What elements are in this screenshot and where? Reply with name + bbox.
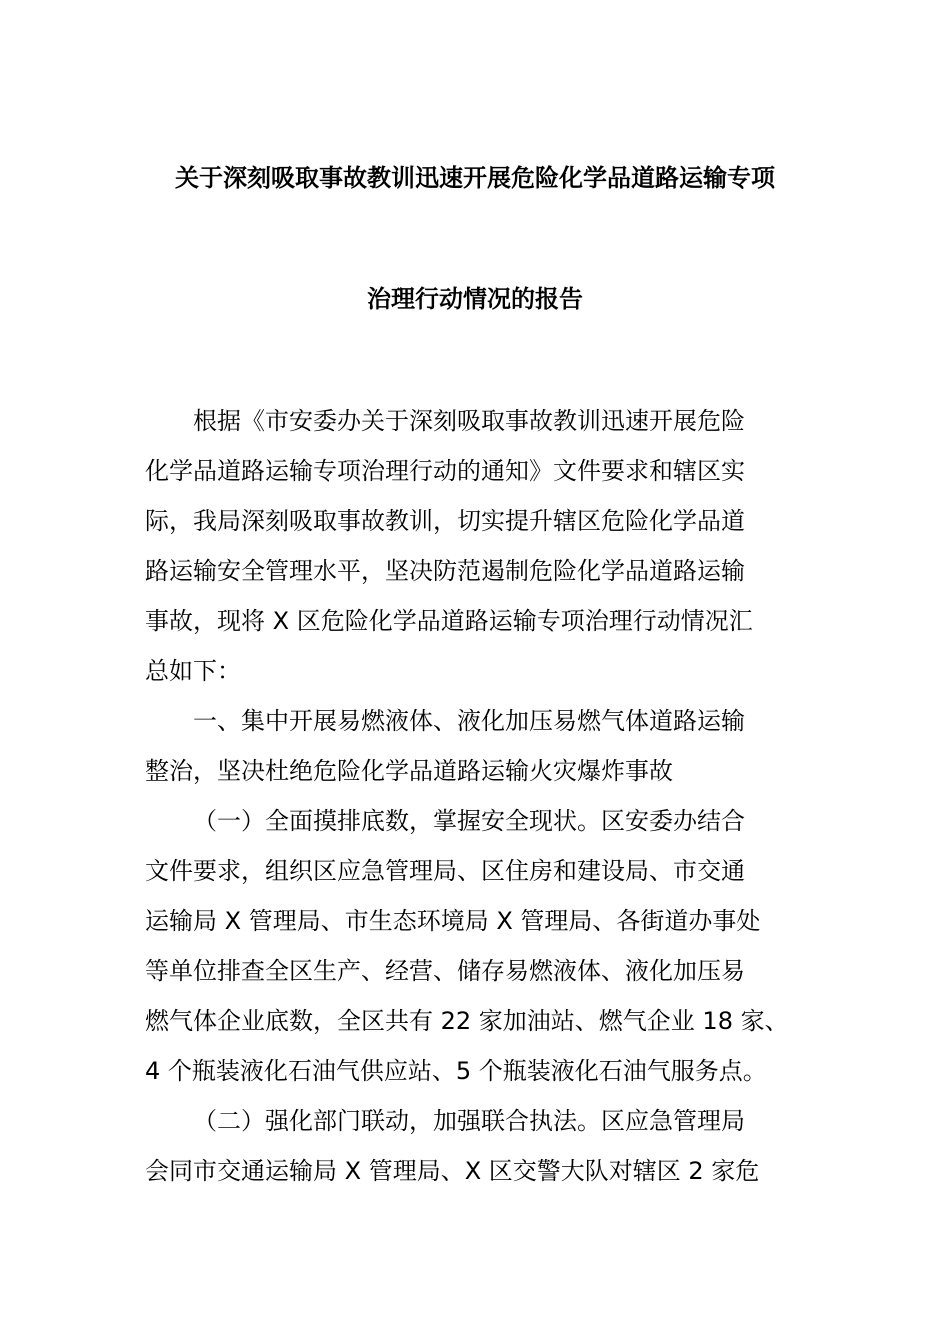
paragraph-line: 总如下： [145,657,241,685]
paragraph-line: 4 个瓶装液化石油气供应站、5 个瓶装液化石油气服务点。 [145,1057,767,1085]
paragraph-line: 事故，现将 X 区危险化学品道路运输专项治理行动情况汇 [145,607,753,635]
document-title-line-2: 治理行动情况的报告 [367,285,583,313]
paragraph-line: 文件要求，组织区应急管理局、区住房和建设局、市交通 [145,857,745,885]
document-title-line-1: 关于深刻吸取事故教训迅速开展危险化学品道路运输专项 [175,164,775,192]
paragraph-line: 际，我局深刻吸取事故教训，切实提升辖区危险化学品道 [145,507,745,535]
paragraph-line: （一）全面摸排底数，掌握安全现状。区安委办结合 [193,807,745,835]
paragraph-line: 会同市交通运输局 X 管理局、X 区交警大队对辖区 2 家危 [145,1157,760,1185]
paragraph-line: 路运输安全管理水平，坚决防范遏制危险化学品道路运输 [145,557,745,585]
section-heading-line: 一、集中开展易燃液体、液化加压易燃气体道路运输 [193,707,745,735]
paragraph-line: 等单位排查全区生产、经营、储存易燃液体、液化加压易 [145,957,745,985]
paragraph-line: 根据《市安委办关于深刻吸取事故教训迅速开展危险 [193,407,745,435]
section-heading-line: 整治，坚决杜绝危险化学品道路运输火灾爆炸事故 [145,757,673,785]
paragraph-line: 燃气体企业底数，全区共有 22 家加油站、燃气企业 18 家、 [145,1007,789,1035]
paragraph-line: 运输局 X 管理局、市生态环境局 X 管理局、各街道办事处 [145,907,761,935]
paragraph-line: 化学品道路运输专项治理行动的通知》文件要求和辖区实 [145,457,745,485]
paragraph-line: （二）强化部门联动，加强联合执法。区应急管理局 [193,1107,745,1135]
